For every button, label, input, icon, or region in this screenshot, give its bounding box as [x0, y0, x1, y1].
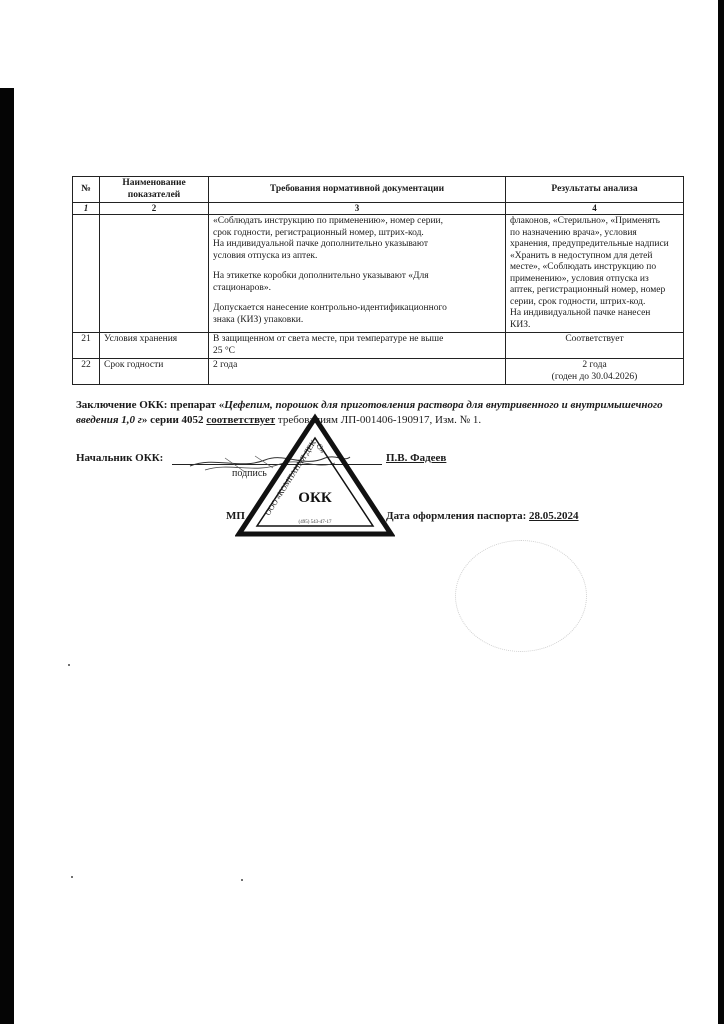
text-line: 25 °С: [213, 345, 236, 356]
text-line: «Соблюдать инструкцию по применению», номер серии,: [213, 216, 444, 226]
spacer: [213, 294, 501, 303]
table-row: [73, 359, 684, 385]
text-line: серии, срок годности, штрих-код.: [510, 296, 646, 307]
conclusion-product: Цефепим, порошок для приготовления раствора для внутривенного и внутримышечного введения 1,0 г: [76, 399, 663, 426]
mp-label: МП: [226, 510, 245, 522]
text-line: 2 года: [582, 360, 607, 370]
okk-triangle-stamp: [235, 412, 395, 540]
cell-results: [506, 333, 684, 359]
cell-requirements: [209, 359, 506, 385]
text-line: срок годности, регистрационный номер, штрих-код.: [213, 227, 424, 238]
text-line: Соответствует: [565, 334, 624, 344]
chief-name: П.В. Фадеев: [386, 452, 447, 464]
cell-results: [506, 359, 684, 385]
signature-caption: подпись: [232, 468, 267, 479]
col-number: 2: [100, 203, 209, 215]
text-line: Допускается нанесение контрольно-идентификационного: [213, 303, 447, 313]
header-num: №: [73, 177, 100, 203]
table-header-row: [73, 177, 684, 203]
stamp-bottom-text: (495) 543-47-17: [298, 520, 332, 525]
cell-name: Условия хранения: [100, 333, 209, 359]
text-line: по назначению врача», условия: [510, 227, 637, 238]
text-line: КИЗ.: [510, 319, 531, 330]
conclusion-suffix: требованиям ЛП-001406-190917, Изм. № 1.: [275, 414, 482, 426]
header-name: Наименование показателей: [100, 177, 209, 203]
conclusion-prefix: Заключение ОКК: препарат «: [76, 399, 225, 411]
text-line: 2 года: [213, 360, 238, 370]
text-line: применению», условия отпуска из: [510, 273, 649, 284]
issue-date: 28.05.2024: [529, 510, 579, 522]
header-requirements: Требования нормативной документации: [209, 177, 506, 203]
column-number-row: [73, 203, 684, 215]
col-number: 1: [73, 203, 100, 215]
text-line: (годен до 30.04.2026): [551, 371, 638, 382]
scan-speck: [71, 876, 73, 878]
scan-speck: [68, 664, 70, 666]
scan-right-edge: [718, 0, 724, 1024]
issue-label: Дата оформления паспорта:: [386, 510, 530, 522]
text-line: аптек, регистрационный номер, номер: [510, 285, 666, 295]
table-row-continued: [73, 215, 684, 333]
text-line: флаконов, «Стерильно», «Применять: [510, 216, 661, 226]
header-results: Результаты анализа: [506, 177, 684, 203]
cell-num: 22: [73, 359, 100, 385]
text-line: знака (КИЗ) упаковки.: [213, 314, 304, 325]
text-line: хранения, предупредительные надписи: [510, 239, 669, 249]
col-number: 3: [209, 203, 506, 215]
cell-name: [100, 215, 209, 333]
text-line: В защищенном от света месте, при температуре не выше: [213, 334, 444, 344]
spacer: [213, 262, 501, 271]
cell-requirements: [209, 215, 506, 333]
stamp-ring-text: ООО «КОМПАНИЯ ДЕКО»: [263, 438, 328, 518]
table-row: [73, 333, 684, 359]
text-line: На индивидуальной пачке нанесен: [510, 308, 651, 318]
cell-results: [506, 215, 684, 333]
scan-speck: [241, 879, 243, 881]
issue-date-line: [386, 510, 579, 522]
conclusion-complies: соответствует: [206, 414, 276, 426]
col-number: 4: [506, 203, 684, 215]
faint-stamp-imprint: [455, 540, 587, 652]
text-line: условия отпуска из аптек.: [213, 250, 318, 261]
text-line: «Хранить в недоступном для детей: [510, 250, 653, 261]
text-line: На индивидуальной пачке дополнительно указывают: [213, 239, 429, 249]
analysis-table: [72, 176, 684, 385]
chief-label: Начальник ОКК:: [76, 452, 164, 464]
text-line: На этикетке коробки дополнительно указывают «Для: [213, 271, 429, 281]
scan-left-edge: [0, 88, 14, 1024]
cell-num: 21: [73, 333, 100, 359]
text-line: месте», «Соблюдать инструкцию по: [510, 262, 657, 272]
stamp-center-text: ОКК: [298, 490, 332, 506]
text-line: стационаров».: [213, 282, 272, 293]
conclusion-series: » серии 4052: [141, 414, 204, 426]
cell-name: Срок годности: [100, 359, 209, 385]
cell-num: [73, 215, 100, 333]
cell-requirements: [209, 333, 506, 359]
